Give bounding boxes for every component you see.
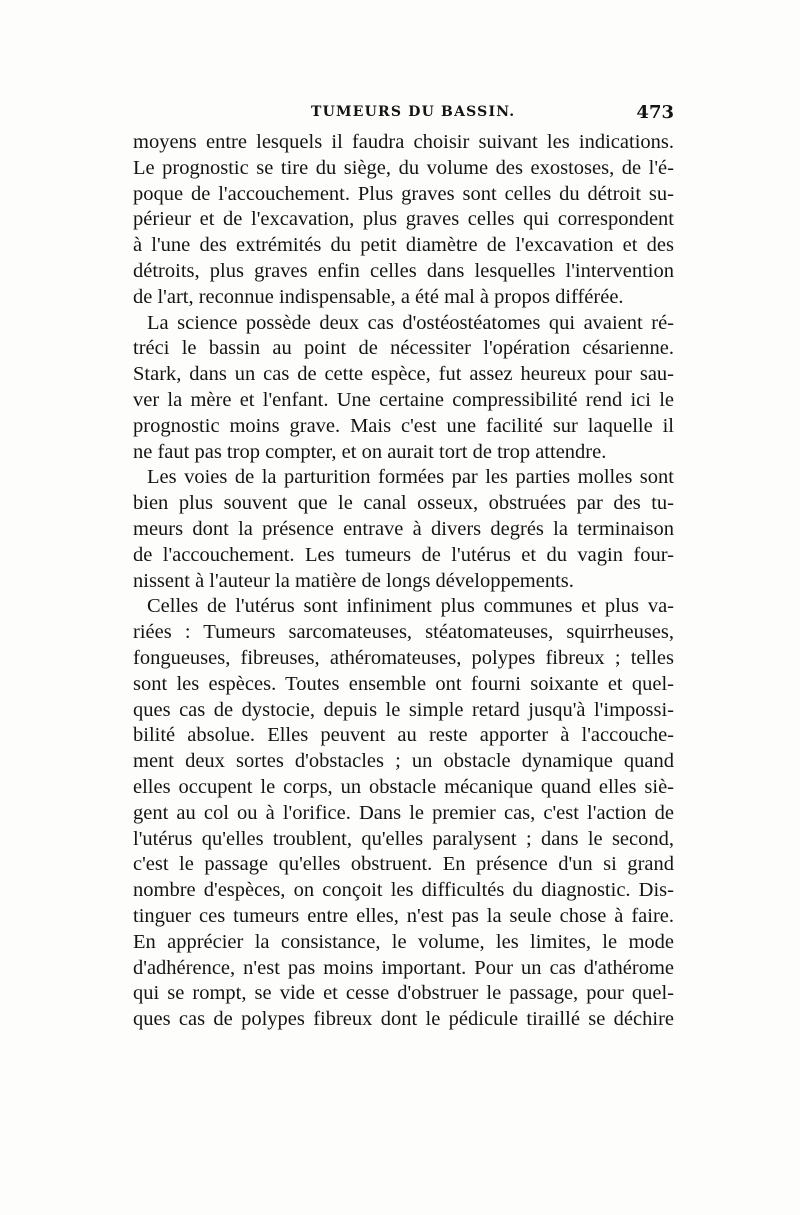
running-title: TUMEURS DU BASSIN.	[311, 104, 516, 120]
text-line: ques cas de polypes fibreux dont le pédicule tiraillé se déchire	[133, 1008, 674, 1031]
text-line: qui se rompt, se vide et cesse d'obstruer le passage, pour quel-	[133, 982, 674, 1005]
text-line: nissent à l'auteur la matière de longs développements.	[133, 569, 574, 592]
running-head	[133, 102, 674, 126]
text-line: Stark, dans un cas de cette espèce, fut assez heureux pour sau-	[133, 363, 674, 386]
text-line: fongueuses, fibreuses, athéromateuses, polypes fibreux ; telles	[133, 646, 674, 669]
text-line: c'est le passage qu'elles obstruent. En présence d'un si grand	[133, 853, 674, 876]
text-line: de l'art, reconnue indispensable, a été mal à propos différée.	[133, 285, 624, 308]
text-line: tinguer ces tumeurs entre elles, n'est pas la seule chose à faire.	[133, 904, 674, 927]
text-line: En apprécier la consistance, le volume, les limites, le mode	[133, 930, 674, 953]
text-line: poque de l'accouchement. Plus graves sont celles du détroit su-	[133, 182, 674, 205]
text-line: périeur et de l'excavation, plus graves celles qui correspondent	[133, 208, 674, 231]
text-line: Les voies de la parturition formées par les parties molles sont	[147, 466, 674, 489]
text-line: détroits, plus graves enfin celles dans lesquelles l'intervention	[133, 259, 674, 282]
text-line: ne faut pas trop compter, et on aurait tort de trop attendre.	[133, 440, 607, 463]
text-line: Le prognostic se tire du siège, du volume des exostoses, de l'é-	[133, 156, 674, 179]
text-line: elles occupent le corps, un obstacle mécanique quand elles siè-	[133, 775, 674, 798]
text-line: riées : Tumeurs sarcomateuses, stéatomateuses, squirrheuses,	[133, 621, 674, 644]
text-line: bilité absolue. Elles peuvent au reste apporter à l'accouche-	[133, 724, 674, 747]
text-line: moyens entre lesquels il faudra choisir suivant les indications.	[133, 131, 674, 153]
text-line: sont les espèces. Toutes ensemble ont fourni soixante et quel-	[133, 672, 674, 695]
text-line: bien plus souvent que le canal osseux, obstruées par des tu-	[133, 492, 674, 515]
text-line: La science possède deux cas d'ostéostéatomes qui avaient ré-	[147, 311, 674, 334]
text-line: prognostic moins grave. Mais c'est une facilité sur laquelle il	[133, 414, 674, 437]
text-line: à l'une des extrémités du petit diamètre de l'excavation et des	[133, 234, 674, 257]
page-number: 473	[636, 102, 674, 123]
text-line: de l'accouchement. Les tumeurs de l'utérus et du vagin four-	[133, 543, 674, 566]
text-line: tréci le bassin au point de nécessiter l'opération césarienne.	[133, 337, 674, 360]
text-line: ver la mère et l'enfant. Une certaine compressibilité rend ici le	[133, 388, 674, 411]
text-line: gent au col ou à l'orifice. Dans le premier cas, c'est l'action de	[133, 801, 674, 824]
text-line: nombre d'espèces, on conçoit les difficultés du diagnostic. Dis-	[133, 879, 674, 902]
text-line: Celles de l'utérus sont infiniment plus communes et plus va-	[147, 595, 674, 618]
text-line: l'utérus qu'elles troublent, qu'elles paralysent ; dans le second,	[133, 827, 674, 850]
text-line: ment deux sortes d'obstacles ; un obstacle dynamique quand	[133, 750, 674, 773]
text-line: d'adhérence, n'est pas moins important. Pour un cas d'athérome	[133, 956, 674, 979]
text-line: meurs dont la présence entrave à divers degrés la terminaison	[133, 517, 674, 540]
text-line: ques cas de dystocie, depuis le simple retard jusqu'à l'impossi-	[133, 698, 674, 721]
body-text	[133, 130, 674, 1033]
